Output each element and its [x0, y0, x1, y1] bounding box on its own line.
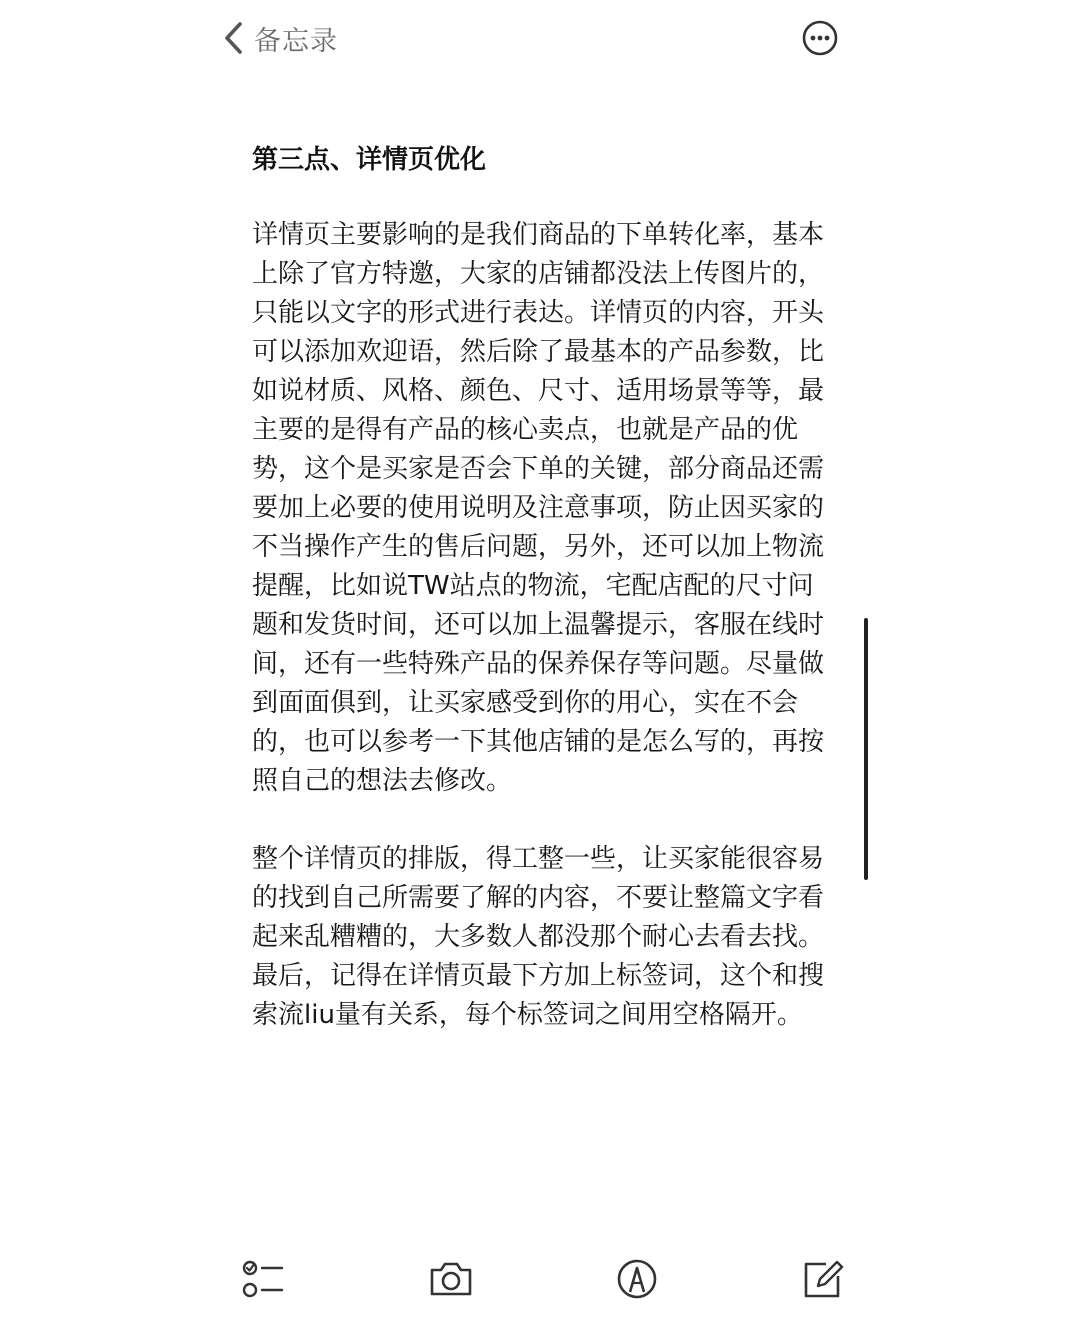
note-body[interactable]	[252, 138, 832, 1074]
more-horizontal-icon	[802, 41, 838, 60]
compose-button[interactable]	[800, 1256, 846, 1302]
bottom-toolbar	[0, 1248, 1080, 1308]
note-paragraph: 整个详情页的排版，得工整一些，让买家能很容易的找到自己所需要了解的内容，不要让整篇文字看起来乱糟糟的，大多数人都没那个耐心去看去找。最后，记得在详情页最下方加上标签词，这个和搜索流liu量有关系，每个标签词之间用空格隔开。	[252, 844, 825, 1030]
back-label: 备忘录	[254, 25, 338, 57]
markup-button[interactable]	[614, 1256, 660, 1302]
camera-button[interactable]	[428, 1256, 474, 1302]
compose-icon	[800, 1256, 846, 1302]
note-title: 第三点、详情页优化	[252, 145, 487, 175]
scrollbar[interactable]	[864, 618, 868, 880]
checklist-icon	[240, 1256, 286, 1302]
camera-icon	[428, 1256, 474, 1302]
more-options-button[interactable]	[802, 20, 838, 56]
chevron-left-icon	[222, 21, 246, 55]
note-paragraph: 详情页主要影响的是我们商品的下单转化率，基本上除了官方特邀，大家的店铺都没法上传图片的，只能以文字的形式进行表达。详情页的内容，开头可以添加欢迎语，然后除了最基本的产品参数，比如说材质、风格、颜色、尺寸、适用场景等等，最主要的是得有产品的核心卖点，也就是产品的优势，这个是买家是否会下单的关键，部分商品还需要加上必要的使用说明及注意事项，防止因买家的不当操作产生的售后问题，另外，还可以加上物流提醒，比如说TW站点的物流，宅配店配的尺寸问题和发货时间，还可以加上温馨提示，客服在线时间，还有一些特殊产品的保养保存等问题。尽量做到面面俱到，让买家感受到你的用心，实在不会的，也可以参考一下其他店铺的是怎么写的，再按照自己的想法去修改。	[252, 220, 825, 796]
pen-markup-icon	[614, 1256, 660, 1302]
top-nav-bar	[0, 0, 1080, 80]
checklist-button[interactable]	[240, 1256, 286, 1302]
back-button[interactable]	[222, 16, 338, 60]
